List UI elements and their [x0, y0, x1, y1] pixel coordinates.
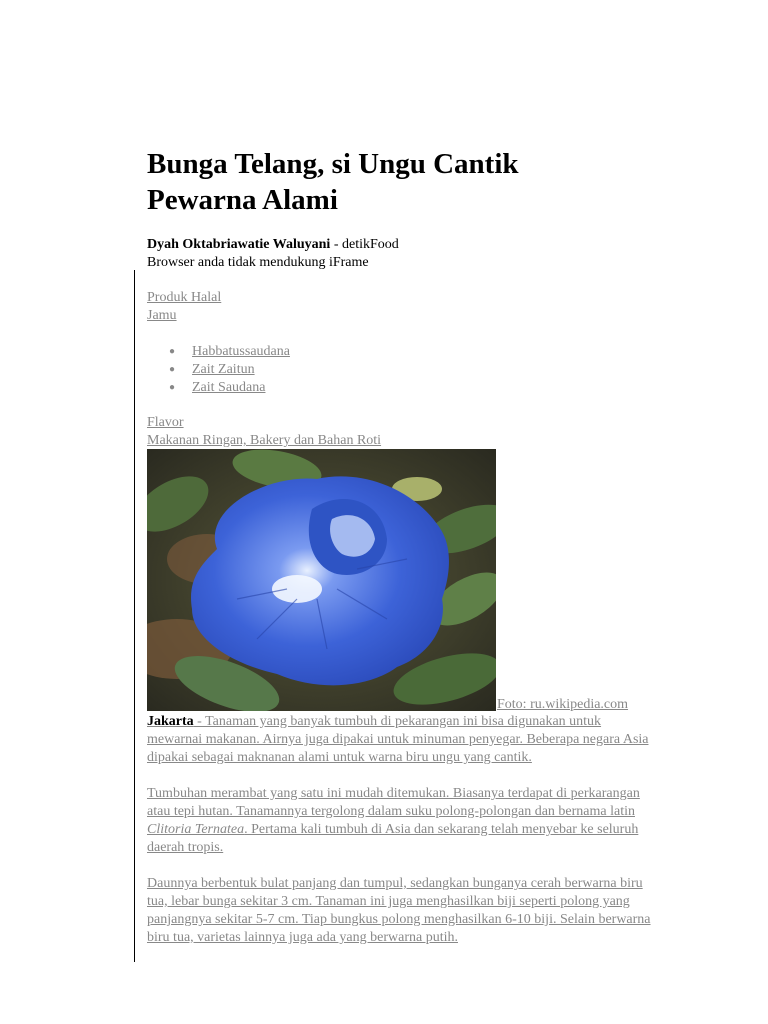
- iframe-notice: Browser anda tidak mendukung iFrame: [147, 255, 369, 270]
- category-links-top: [147, 289, 221, 325]
- category-link-makanan-ringan[interactable]: Makanan Ringan, Bakery dan Bahan Roti: [147, 433, 382, 448]
- article-body: [147, 713, 657, 965]
- list-item: [147, 361, 290, 379]
- bullet-icon: ●: [169, 364, 176, 375]
- list-item: [147, 343, 290, 361]
- paragraph-1[interactable]: [147, 713, 657, 767]
- left-rule: [134, 270, 135, 962]
- subcategory-link-zait-saudana[interactable]: Zait Saudana: [192, 380, 266, 395]
- author-name: Dyah Oktabriawatie Waluyani: [147, 237, 331, 252]
- meta-separator: -: [330, 237, 342, 252]
- paragraph-2-text-a: Tumbuhan merambat yang satu ini mudah ditemukan. Biasanya terdapat di perkarangan atau tepi hutan. Tanamannya tergolong dalam suku polong-polongan dan bernama latin: [147, 786, 640, 819]
- category-links-bottom: [147, 414, 381, 450]
- dateline-place: Jakarta: [147, 714, 194, 729]
- paragraph-2[interactable]: [147, 785, 657, 857]
- latin-name: Clitoria Ternatea: [147, 822, 245, 837]
- bullet-icon: ●: [169, 346, 176, 357]
- list-item: [147, 379, 290, 397]
- article-meta: [147, 236, 399, 272]
- paragraph-2-text-b: . Pertama kali tumbuh di Asia dan sekarang telah menyebar ke seluruh daerah tropis.: [147, 822, 639, 855]
- article-title: Bunga Telang, si Ungu Cantik Pewarna Alami: [147, 148, 519, 216]
- category-link-produk-halal[interactable]: Produk Halal: [147, 290, 222, 305]
- subcategory-link-habbatussaudana[interactable]: Habbatussaudana: [192, 344, 290, 359]
- paragraph-3[interactable]: Daunnya berbentuk bulat panjang dan tumpul, sedangkan bunganya cerah berwarna biru tua, lebar bunga sekitar 3 cm. Tanaman ini juga menghasilkan biji seperti polong yang panjangnya sekitar 5-7 cm. Tiap bungkus polong menghasilkan 6-10 biji. Selain berwarna biru tua, varietas lainnya juga ada yang berwarna putih.: [147, 876, 651, 945]
- category-link-jamu[interactable]: Jamu: [147, 308, 177, 323]
- butterfly-pea-flower-photo: [147, 449, 496, 711]
- subcategory-list: [147, 343, 290, 397]
- subcategory-link-zait-zaitun[interactable]: Zait Zaitun: [192, 362, 255, 377]
- bullet-icon: ●: [169, 382, 176, 393]
- paragraph-1-text: - Tanaman yang banyak tumbuh di pekarangan ini bisa digunakan untuk mewarnai makanan. Airnya juga dipakai untuk minuman penyegar. Beberapa negara Asia dipakai sebagai maknanan alami untuk warna biru ungu yang cantik.: [147, 714, 649, 765]
- photo-caption[interactable]: Foto: ru.wikipedia.com: [497, 697, 629, 712]
- category-link-flavor[interactable]: Flavor: [147, 415, 184, 430]
- source-name: detikFood: [342, 237, 399, 252]
- flower-image: [147, 449, 496, 711]
